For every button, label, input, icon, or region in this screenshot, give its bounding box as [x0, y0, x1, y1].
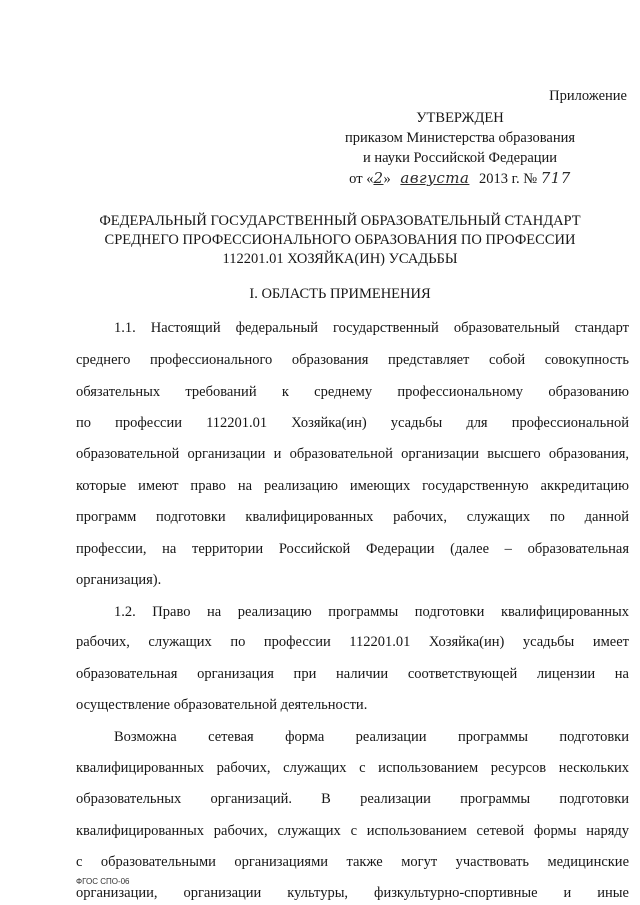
body-line: образовательной организации и образовательной организации высшего образования,	[76, 446, 629, 462]
approval-block	[300, 108, 620, 189]
date-mid: »	[383, 171, 391, 187]
body-line: организация).	[76, 572, 162, 588]
footer-code: ФГОС СПО-06	[76, 877, 130, 886]
body-line: Возможна сетевая форма реализации программы подготовки	[114, 729, 629, 745]
body-line: профессии, на территории Российской Федерации (далее – образовательная	[76, 541, 629, 557]
body-line: по профессии 112201.01 Хозяйка(ин) усадьбы для профессиональной	[76, 415, 629, 431]
body-line: с образовательными организациями также могут участвовать медицинские	[76, 854, 629, 870]
document-title	[60, 212, 620, 269]
body-line: 1.2. Право на реализацию программы подготовки квалифицированных	[114, 604, 629, 620]
body-line: рабочих, служащих по профессии 112201.01 Хозяйка(ин) усадьбы имеет	[76, 634, 629, 650]
body-line: организации, организации культуры, физкультурно-спортивные и иные	[76, 885, 629, 901]
body-line: 1.1. Настоящий федеральный государственный образовательный стандарт	[114, 320, 629, 336]
title-line-2: СРЕДНЕГО ПРОФЕССИОНАЛЬНОГО ОБРАЗОВАНИЯ ПО ПРОФЕССИИ	[104, 232, 576, 248]
body-line: образовательных организаций. В реализации программы подготовки	[76, 791, 629, 807]
section-heading: I. ОБЛАСТЬ ПРИМЕНЕНИЯ	[249, 286, 431, 302]
body-line: среднего профессионального образования представляет собой совокупность	[76, 352, 629, 368]
body-line: образовательная организация при наличии соответствующей лицензии на	[76, 666, 629, 682]
body-line: осуществление образовательной деятельности.	[76, 697, 368, 713]
order-line-1: приказом Министерства образования	[344, 130, 576, 146]
date-year: 2013 г. №	[479, 171, 538, 187]
body-line: квалифицированных рабочих, служащих с использованием сетевой формы наряду	[76, 823, 629, 839]
body-line: обязательных требований к среднему профессиональному образованию	[76, 384, 629, 400]
order-line-2: и науки Российской Федерации	[362, 150, 558, 166]
title-line-3: 112201.01 ХОЗЯЙКА(ИН) УСАДЬБЫ	[222, 251, 458, 267]
date-prefix: от «	[349, 171, 374, 187]
handwritten-day: 2	[373, 169, 384, 187]
approved-heading: УТВЕРЖДЕН	[416, 110, 504, 126]
handwritten-order-number: 717	[540, 169, 571, 187]
body-line: квалифицированных рабочих, служащих с использованием ресурсов нескольких	[76, 760, 629, 776]
title-line-1: ФЕДЕРАЛЬНЫЙ ГОСУДАРСТВЕННЫЙ ОБРАЗОВАТЕЛЬНЫЙ СТАНДАРТ	[99, 213, 581, 229]
body-line: которые имеют право на реализацию имеющих государственную аккредитацию	[76, 478, 629, 494]
handwritten-month: августа	[400, 169, 470, 187]
appendix-label: Приложение	[549, 88, 627, 104]
order-date-line	[300, 168, 620, 189]
body-line: программ подготовки квалифицированных рабочих, служащих по данной	[76, 509, 629, 525]
